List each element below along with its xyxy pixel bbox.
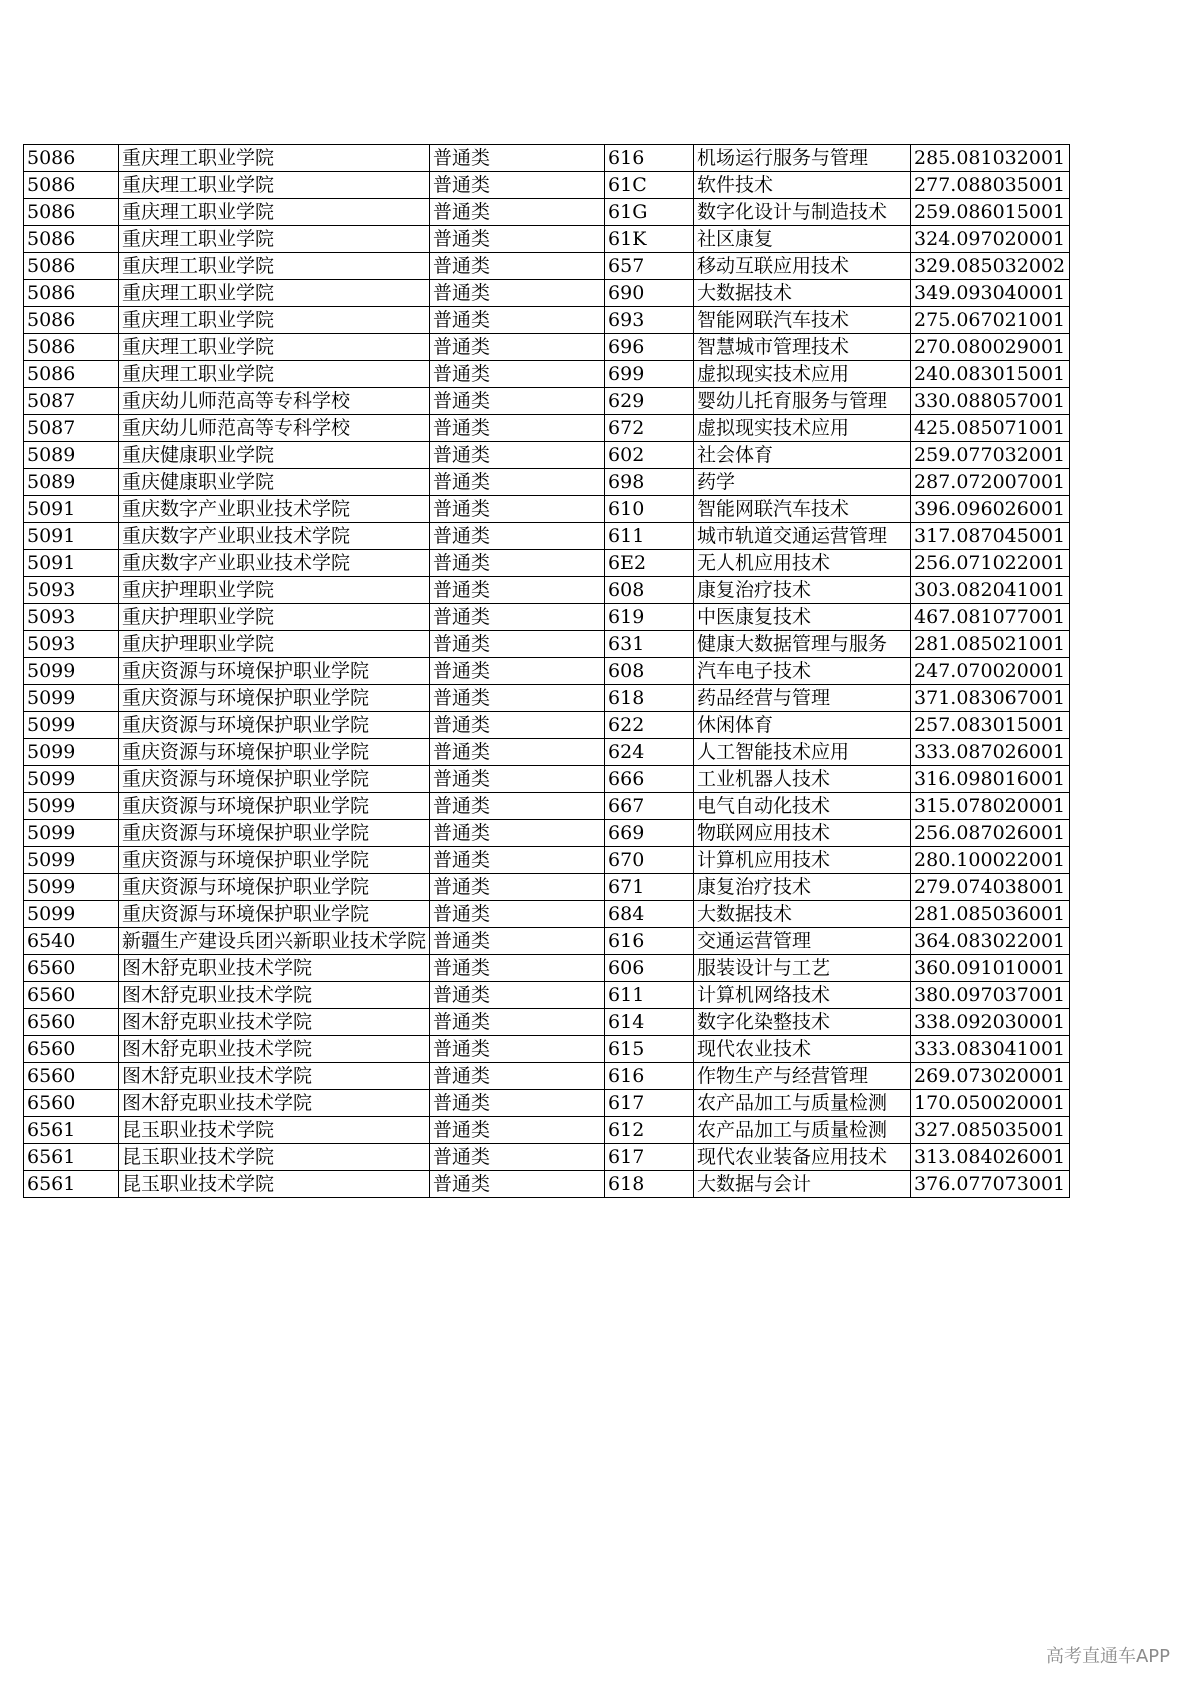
school-code-cell: 5086 (24, 253, 119, 280)
category-cell: 普通类 (430, 1171, 605, 1198)
school-name-cell: 重庆健康职业学院 (119, 469, 430, 496)
score-cell: 333.083041001 (911, 1036, 1070, 1063)
major-name-cell: 农产品加工与质量检测 (694, 1117, 911, 1144)
category-cell: 普通类 (430, 145, 605, 172)
score-cell: 360.091010001 (911, 955, 1070, 982)
major-name-cell: 电气自动化技术 (694, 793, 911, 820)
school-name-cell: 重庆护理职业学院 (119, 577, 430, 604)
score-cell: 280.100022001 (911, 847, 1070, 874)
school-name-cell: 重庆资源与环境保护职业学院 (119, 901, 430, 928)
major-code-cell: 657 (605, 253, 694, 280)
table-row (24, 253, 1070, 280)
category-cell: 普通类 (430, 604, 605, 631)
school-name-cell: 重庆数字产业职业技术学院 (119, 496, 430, 523)
category-cell: 普通类 (430, 658, 605, 685)
school-code-cell: 5099 (24, 685, 119, 712)
major-name-cell: 婴幼儿托育服务与管理 (694, 388, 911, 415)
major-code-cell: 615 (605, 1036, 694, 1063)
school-name-cell: 重庆资源与环境保护职业学院 (119, 820, 430, 847)
school-code-cell: 6560 (24, 1063, 119, 1090)
major-name-cell: 智慧城市管理技术 (694, 334, 911, 361)
category-cell: 普通类 (430, 577, 605, 604)
school-name-cell: 重庆理工职业学院 (119, 172, 430, 199)
school-code-cell: 6540 (24, 928, 119, 955)
major-code-cell: 606 (605, 955, 694, 982)
major-name-cell: 计算机网络技术 (694, 982, 911, 1009)
major-code-cell: 671 (605, 874, 694, 901)
table-row (24, 361, 1070, 388)
table-row (24, 631, 1070, 658)
major-name-cell: 药学 (694, 469, 911, 496)
table-row (24, 874, 1070, 901)
table-row (24, 388, 1070, 415)
table-row (24, 1063, 1070, 1090)
score-cell: 333.087026001 (911, 739, 1070, 766)
category-cell: 普通类 (430, 415, 605, 442)
major-name-cell: 中医康复技术 (694, 604, 911, 631)
major-code-cell: 666 (605, 766, 694, 793)
major-code-cell: 616 (605, 928, 694, 955)
major-name-cell: 作物生产与经营管理 (694, 1063, 911, 1090)
school-name-cell: 图木舒克职业技术学院 (119, 1036, 430, 1063)
major-name-cell: 健康大数据管理与服务 (694, 631, 911, 658)
table-row (24, 712, 1070, 739)
school-code-cell: 5099 (24, 712, 119, 739)
major-code-cell: 669 (605, 820, 694, 847)
school-name-cell: 图木舒克职业技术学院 (119, 1090, 430, 1117)
school-name-cell: 重庆理工职业学院 (119, 226, 430, 253)
school-code-cell: 6561 (24, 1171, 119, 1198)
school-code-cell: 5091 (24, 523, 119, 550)
major-name-cell: 计算机应用技术 (694, 847, 911, 874)
school-name-cell: 重庆健康职业学院 (119, 442, 430, 469)
category-cell: 普通类 (430, 847, 605, 874)
category-cell: 普通类 (430, 820, 605, 847)
category-cell: 普通类 (430, 442, 605, 469)
school-name-cell: 重庆资源与环境保护职业学院 (119, 874, 430, 901)
category-cell: 普通类 (430, 1063, 605, 1090)
school-name-cell: 重庆理工职业学院 (119, 145, 430, 172)
school-name-cell: 重庆资源与环境保护职业学院 (119, 685, 430, 712)
major-name-cell: 虚拟现实技术应用 (694, 415, 911, 442)
school-code-cell: 6561 (24, 1117, 119, 1144)
major-code-cell: 696 (605, 334, 694, 361)
score-cell: 376.077073001 (911, 1171, 1070, 1198)
category-cell: 普通类 (430, 928, 605, 955)
school-code-cell: 5087 (24, 415, 119, 442)
score-cell: 279.074038001 (911, 874, 1070, 901)
table-row (24, 577, 1070, 604)
major-name-cell: 大数据与会计 (694, 1171, 911, 1198)
table-row (24, 1009, 1070, 1036)
major-name-cell: 现代农业技术 (694, 1036, 911, 1063)
school-name-cell: 重庆幼儿师范高等专科学校 (119, 415, 430, 442)
school-name-cell: 重庆资源与环境保护职业学院 (119, 766, 430, 793)
table-row (24, 604, 1070, 631)
major-code-cell: 611 (605, 982, 694, 1009)
category-cell: 普通类 (430, 307, 605, 334)
major-code-cell: 602 (605, 442, 694, 469)
major-code-cell: 612 (605, 1117, 694, 1144)
school-code-cell: 5086 (24, 172, 119, 199)
category-cell: 普通类 (430, 226, 605, 253)
category-cell: 普通类 (430, 199, 605, 226)
table-row (24, 928, 1070, 955)
table-row (24, 1144, 1070, 1171)
major-code-cell: 631 (605, 631, 694, 658)
major-code-cell: 61C (605, 172, 694, 199)
score-cell: 287.072007001 (911, 469, 1070, 496)
major-code-cell: 617 (605, 1144, 694, 1171)
major-code-cell: 684 (605, 901, 694, 928)
category-cell: 普通类 (430, 766, 605, 793)
school-name-cell: 重庆数字产业职业技术学院 (119, 523, 430, 550)
table-row (24, 658, 1070, 685)
major-name-cell: 数字化染整技术 (694, 1009, 911, 1036)
major-code-cell: 693 (605, 307, 694, 334)
table-row (24, 280, 1070, 307)
score-cell: 303.082041001 (911, 577, 1070, 604)
score-cell: 240.083015001 (911, 361, 1070, 388)
school-name-cell: 昆玉职业技术学院 (119, 1144, 430, 1171)
school-code-cell: 5093 (24, 631, 119, 658)
major-code-cell: 690 (605, 280, 694, 307)
score-cell: 324.097020001 (911, 226, 1070, 253)
score-cell: 277.088035001 (911, 172, 1070, 199)
school-code-cell: 6560 (24, 1036, 119, 1063)
table-row (24, 820, 1070, 847)
category-cell: 普通类 (430, 1090, 605, 1117)
major-code-cell: 608 (605, 658, 694, 685)
table-row (24, 145, 1070, 172)
table-row (24, 523, 1070, 550)
table-body (24, 145, 1070, 1198)
school-code-cell: 5089 (24, 469, 119, 496)
school-code-cell: 5099 (24, 901, 119, 928)
major-name-cell: 社区康复 (694, 226, 911, 253)
category-cell: 普通类 (430, 253, 605, 280)
school-name-cell: 重庆理工职业学院 (119, 253, 430, 280)
score-cell: 256.071022001 (911, 550, 1070, 577)
school-name-cell: 图木舒克职业技术学院 (119, 1009, 430, 1036)
major-code-cell: 614 (605, 1009, 694, 1036)
table-row (24, 766, 1070, 793)
major-code-cell: 699 (605, 361, 694, 388)
major-code-cell: 6E2 (605, 550, 694, 577)
category-cell: 普通类 (430, 523, 605, 550)
school-code-cell: 5099 (24, 658, 119, 685)
school-code-cell: 5099 (24, 766, 119, 793)
score-cell: 330.088057001 (911, 388, 1070, 415)
category-cell: 普通类 (430, 631, 605, 658)
table-row (24, 226, 1070, 253)
table-row (24, 793, 1070, 820)
school-code-cell: 5099 (24, 739, 119, 766)
major-code-cell: 618 (605, 685, 694, 712)
school-name-cell: 重庆理工职业学院 (119, 199, 430, 226)
school-code-cell: 5086 (24, 145, 119, 172)
admission-score-table (23, 144, 1070, 1198)
major-name-cell: 社会体育 (694, 442, 911, 469)
score-cell: 380.097037001 (911, 982, 1070, 1009)
school-code-cell: 5089 (24, 442, 119, 469)
category-cell: 普通类 (430, 361, 605, 388)
major-name-cell: 移动互联应用技术 (694, 253, 911, 280)
major-name-cell: 休闲体育 (694, 712, 911, 739)
major-name-cell: 农产品加工与质量检测 (694, 1090, 911, 1117)
school-name-cell: 重庆理工职业学院 (119, 307, 430, 334)
category-cell: 普通类 (430, 793, 605, 820)
table-row (24, 1171, 1070, 1198)
major-code-cell: 629 (605, 388, 694, 415)
score-cell: 269.073020001 (911, 1063, 1070, 1090)
table-row (24, 982, 1070, 1009)
table-row (24, 1036, 1070, 1063)
school-name-cell: 重庆理工职业学院 (119, 361, 430, 388)
major-name-cell: 智能网联汽车技术 (694, 307, 911, 334)
school-code-cell: 5086 (24, 361, 119, 388)
school-name-cell: 图木舒克职业技术学院 (119, 982, 430, 1009)
major-code-cell: 617 (605, 1090, 694, 1117)
school-name-cell: 重庆资源与环境保护职业学院 (119, 793, 430, 820)
school-name-cell: 重庆资源与环境保护职业学院 (119, 739, 430, 766)
school-code-cell: 6560 (24, 982, 119, 1009)
table-row (24, 415, 1070, 442)
school-code-cell: 6561 (24, 1144, 119, 1171)
major-name-cell: 物联网应用技术 (694, 820, 911, 847)
school-name-cell: 新疆生产建设兵团兴新职业技术学院 (119, 928, 430, 955)
major-code-cell: 61K (605, 226, 694, 253)
major-name-cell: 康复治疗技术 (694, 577, 911, 604)
major-name-cell: 智能网联汽车技术 (694, 496, 911, 523)
major-name-cell: 城市轨道交通运营管理 (694, 523, 911, 550)
school-name-cell: 重庆护理职业学院 (119, 631, 430, 658)
table-row (24, 955, 1070, 982)
major-name-cell: 工业机器人技术 (694, 766, 911, 793)
table-row (24, 199, 1070, 226)
major-name-cell: 服装设计与工艺 (694, 955, 911, 982)
major-name-cell: 大数据技术 (694, 280, 911, 307)
table-row (24, 847, 1070, 874)
school-code-cell: 5099 (24, 820, 119, 847)
category-cell: 普通类 (430, 955, 605, 982)
category-cell: 普通类 (430, 1117, 605, 1144)
score-cell: 259.086015001 (911, 199, 1070, 226)
category-cell: 普通类 (430, 712, 605, 739)
school-name-cell: 重庆幼儿师范高等专科学校 (119, 388, 430, 415)
major-code-cell: 624 (605, 739, 694, 766)
category-cell: 普通类 (430, 874, 605, 901)
score-cell: 313.084026001 (911, 1144, 1070, 1171)
score-cell: 281.085021001 (911, 631, 1070, 658)
category-cell: 普通类 (430, 496, 605, 523)
table-row (24, 307, 1070, 334)
category-cell: 普通类 (430, 982, 605, 1009)
category-cell: 普通类 (430, 1144, 605, 1171)
category-cell: 普通类 (430, 172, 605, 199)
school-code-cell: 6560 (24, 1090, 119, 1117)
school-code-cell: 5099 (24, 874, 119, 901)
major-code-cell: 622 (605, 712, 694, 739)
school-name-cell: 重庆资源与环境保护职业学院 (119, 847, 430, 874)
school-code-cell: 5086 (24, 280, 119, 307)
school-name-cell: 昆玉职业技术学院 (119, 1117, 430, 1144)
school-code-cell: 5091 (24, 496, 119, 523)
school-code-cell: 5086 (24, 307, 119, 334)
score-cell: 425.085071001 (911, 415, 1070, 442)
major-code-cell: 608 (605, 577, 694, 604)
score-cell: 285.081032001 (911, 145, 1070, 172)
school-name-cell: 图木舒克职业技术学院 (119, 955, 430, 982)
major-code-cell: 672 (605, 415, 694, 442)
score-cell: 257.083015001 (911, 712, 1070, 739)
major-code-cell: 616 (605, 145, 694, 172)
score-cell: 316.098016001 (911, 766, 1070, 793)
school-name-cell: 重庆护理职业学院 (119, 604, 430, 631)
score-cell: 315.078020001 (911, 793, 1070, 820)
major-code-cell: 698 (605, 469, 694, 496)
major-code-cell: 611 (605, 523, 694, 550)
school-code-cell: 5093 (24, 604, 119, 631)
school-code-cell: 6560 (24, 955, 119, 982)
category-cell: 普通类 (430, 334, 605, 361)
school-code-cell: 5091 (24, 550, 119, 577)
major-name-cell: 机场运行服务与管理 (694, 145, 911, 172)
category-cell: 普通类 (430, 550, 605, 577)
score-cell: 329.085032002 (911, 253, 1070, 280)
school-code-cell: 6560 (24, 1009, 119, 1036)
major-name-cell: 汽车电子技术 (694, 658, 911, 685)
major-name-cell: 人工智能技术应用 (694, 739, 911, 766)
category-cell: 普通类 (430, 1036, 605, 1063)
table-row (24, 496, 1070, 523)
score-cell: 270.080029001 (911, 334, 1070, 361)
watermark-text: 高考直通车APP (1045, 1646, 1170, 1667)
category-cell: 普通类 (430, 1009, 605, 1036)
score-cell: 467.081077001 (911, 604, 1070, 631)
category-cell: 普通类 (430, 388, 605, 415)
school-name-cell: 重庆理工职业学院 (119, 280, 430, 307)
table-row (24, 685, 1070, 712)
score-cell: 338.092030001 (911, 1009, 1070, 1036)
major-code-cell: 667 (605, 793, 694, 820)
school-code-cell: 5099 (24, 847, 119, 874)
school-name-cell: 重庆资源与环境保护职业学院 (119, 658, 430, 685)
category-cell: 普通类 (430, 901, 605, 928)
category-cell: 普通类 (430, 685, 605, 712)
table-row (24, 739, 1070, 766)
score-cell: 170.050020001 (911, 1090, 1070, 1117)
table-row (24, 172, 1070, 199)
school-name-cell: 重庆理工职业学院 (119, 334, 430, 361)
major-name-cell: 软件技术 (694, 172, 911, 199)
major-name-cell: 现代农业装备应用技术 (694, 1144, 911, 1171)
major-code-cell: 616 (605, 1063, 694, 1090)
category-cell: 普通类 (430, 280, 605, 307)
score-cell: 396.096026001 (911, 496, 1070, 523)
school-name-cell: 昆玉职业技术学院 (119, 1171, 430, 1198)
table-row (24, 1090, 1070, 1117)
table-row (24, 1117, 1070, 1144)
school-name-cell: 重庆资源与环境保护职业学院 (119, 712, 430, 739)
score-cell: 275.067021001 (911, 307, 1070, 334)
major-name-cell: 无人机应用技术 (694, 550, 911, 577)
major-code-cell: 619 (605, 604, 694, 631)
table-row (24, 901, 1070, 928)
score-cell: 327.085035001 (911, 1117, 1070, 1144)
major-code-cell: 618 (605, 1171, 694, 1198)
school-code-cell: 5086 (24, 334, 119, 361)
major-code-cell: 670 (605, 847, 694, 874)
score-cell: 317.087045001 (911, 523, 1070, 550)
score-cell: 349.093040001 (911, 280, 1070, 307)
school-code-cell: 5086 (24, 199, 119, 226)
school-name-cell: 重庆数字产业职业技术学院 (119, 550, 430, 577)
table-row (24, 334, 1070, 361)
category-cell: 普通类 (430, 469, 605, 496)
major-name-cell: 虚拟现实技术应用 (694, 361, 911, 388)
school-code-cell: 5099 (24, 793, 119, 820)
table-row (24, 550, 1070, 577)
major-name-cell: 交通运营管理 (694, 928, 911, 955)
major-code-cell: 610 (605, 496, 694, 523)
score-cell: 364.083022001 (911, 928, 1070, 955)
score-cell: 281.085036001 (911, 901, 1070, 928)
school-code-cell: 5086 (24, 226, 119, 253)
score-cell: 371.083067001 (911, 685, 1070, 712)
category-cell: 普通类 (430, 739, 605, 766)
major-name-cell: 康复治疗技术 (694, 874, 911, 901)
score-cell: 259.077032001 (911, 442, 1070, 469)
school-name-cell: 图木舒克职业技术学院 (119, 1063, 430, 1090)
major-name-cell: 药品经营与管理 (694, 685, 911, 712)
score-cell: 256.087026001 (911, 820, 1070, 847)
score-cell: 247.070020001 (911, 658, 1070, 685)
table-row (24, 469, 1070, 496)
school-code-cell: 5093 (24, 577, 119, 604)
major-name-cell: 数字化设计与制造技术 (694, 199, 911, 226)
major-code-cell: 61G (605, 199, 694, 226)
table-row (24, 442, 1070, 469)
major-name-cell: 大数据技术 (694, 901, 911, 928)
school-code-cell: 5087 (24, 388, 119, 415)
